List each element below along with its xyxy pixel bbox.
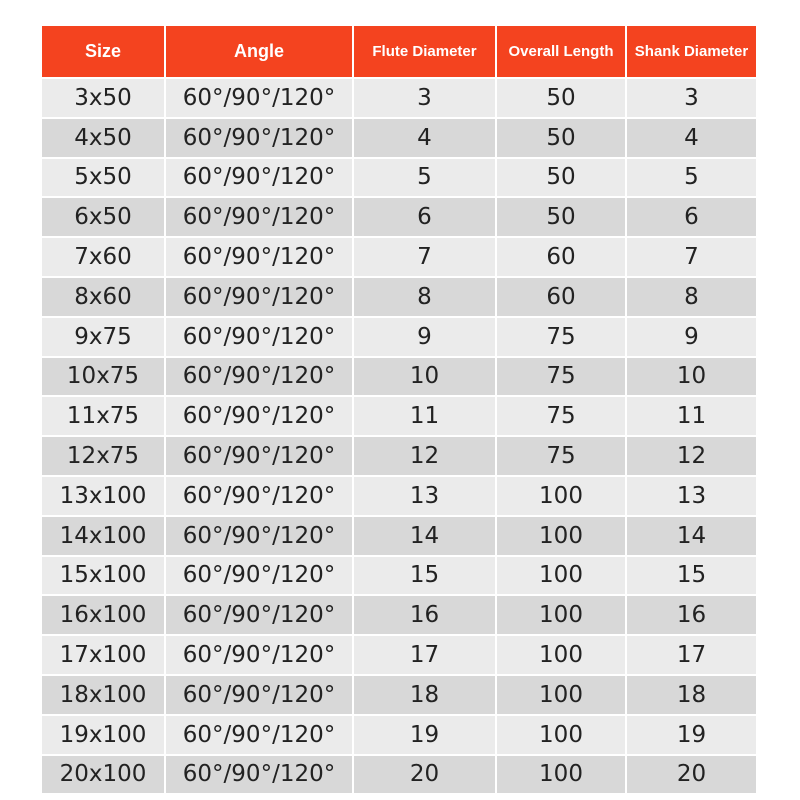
cell-angle: 60°/90°/120°: [165, 277, 353, 317]
cell-overall-length: 100: [496, 476, 626, 516]
table-row: [42, 635, 756, 675]
table-row: [42, 158, 756, 198]
cell-size: 9x75: [42, 317, 165, 357]
cell-flute-diameter: 12: [353, 436, 496, 476]
cell-overall-length: 60: [496, 277, 626, 317]
cell-flute-diameter: 9: [353, 317, 496, 357]
cell-shank-diameter: 4: [626, 118, 756, 158]
cell-overall-length: 100: [496, 595, 626, 635]
cell-angle: 60°/90°/120°: [165, 755, 353, 794]
cell-overall-length: 75: [496, 357, 626, 397]
cell-angle: 60°/90°/120°: [165, 476, 353, 516]
cell-flute-diameter: 18: [353, 675, 496, 715]
cell-flute-diameter: 14: [353, 516, 496, 556]
table-row: [42, 357, 756, 397]
cell-size: 19x100: [42, 715, 165, 755]
cell-angle: 60°/90°/120°: [165, 237, 353, 277]
cell-flute-diameter: 11: [353, 396, 496, 436]
cell-flute-diameter: 15: [353, 556, 496, 596]
cell-flute-diameter: 8: [353, 277, 496, 317]
header-angle: Angle: [165, 26, 353, 78]
table-row: [42, 277, 756, 317]
cell-angle: 60°/90°/120°: [165, 118, 353, 158]
cell-angle: 60°/90°/120°: [165, 197, 353, 237]
cell-shank-diameter: 11: [626, 396, 756, 436]
cell-flute-diameter: 13: [353, 476, 496, 516]
cell-overall-length: 100: [496, 715, 626, 755]
cell-shank-diameter: 16: [626, 595, 756, 635]
cell-flute-diameter: 16: [353, 595, 496, 635]
cell-flute-diameter: 17: [353, 635, 496, 675]
cell-overall-length: 60: [496, 237, 626, 277]
cell-size: 17x100: [42, 635, 165, 675]
cell-flute-diameter: 3: [353, 78, 496, 118]
cell-overall-length: 100: [496, 675, 626, 715]
cell-shank-diameter: 12: [626, 436, 756, 476]
cell-shank-diameter: 19: [626, 715, 756, 755]
table-row: [42, 715, 756, 755]
cell-shank-diameter: 20: [626, 755, 756, 794]
header-flute-diameter: Flute Diameter: [353, 26, 496, 78]
cell-angle: 60°/90°/120°: [165, 516, 353, 556]
table-row: [42, 556, 756, 596]
table-row: [42, 237, 756, 277]
cell-shank-diameter: 17: [626, 635, 756, 675]
cell-overall-length: 75: [496, 396, 626, 436]
table-header: [42, 26, 756, 78]
cell-shank-diameter: 18: [626, 675, 756, 715]
cell-overall-length: 100: [496, 755, 626, 794]
cell-size: 3x50: [42, 78, 165, 118]
cell-size: 11x75: [42, 396, 165, 436]
cell-angle: 60°/90°/120°: [165, 396, 353, 436]
header-size: Size: [42, 26, 165, 78]
cell-shank-diameter: 14: [626, 516, 756, 556]
cell-shank-diameter: 7: [626, 237, 756, 277]
cell-shank-diameter: 10: [626, 357, 756, 397]
cell-shank-diameter: 15: [626, 556, 756, 596]
cell-size: 16x100: [42, 595, 165, 635]
cell-size: 6x50: [42, 197, 165, 237]
cell-size: 12x75: [42, 436, 165, 476]
cell-size: 8x60: [42, 277, 165, 317]
table-row: [42, 78, 756, 118]
cell-flute-diameter: 5: [353, 158, 496, 198]
cell-size: 7x60: [42, 237, 165, 277]
header-overall-length: Overall Length: [496, 26, 626, 78]
cell-angle: 60°/90°/120°: [165, 436, 353, 476]
cell-size: 18x100: [42, 675, 165, 715]
table-row: [42, 595, 756, 635]
cell-shank-diameter: 9: [626, 317, 756, 357]
cell-angle: 60°/90°/120°: [165, 595, 353, 635]
cell-flute-diameter: 7: [353, 237, 496, 277]
cell-angle: 60°/90°/120°: [165, 317, 353, 357]
table-body: [42, 78, 756, 793]
table-row: [42, 317, 756, 357]
cell-overall-length: 100: [496, 556, 626, 596]
cell-angle: 60°/90°/120°: [165, 357, 353, 397]
cell-overall-length: 50: [496, 158, 626, 198]
cell-angle: 60°/90°/120°: [165, 635, 353, 675]
header-shank-diameter: Shank Diameter: [626, 26, 756, 78]
cell-angle: 60°/90°/120°: [165, 556, 353, 596]
cell-angle: 60°/90°/120°: [165, 715, 353, 755]
cell-flute-diameter: 20: [353, 755, 496, 794]
spec-table: [42, 26, 756, 793]
cell-shank-diameter: 5: [626, 158, 756, 198]
table-row: [42, 675, 756, 715]
cell-size: 13x100: [42, 476, 165, 516]
table-row: [42, 755, 756, 794]
cell-size: 14x100: [42, 516, 165, 556]
cell-shank-diameter: 13: [626, 476, 756, 516]
table-row: [42, 516, 756, 556]
header-row: [42, 26, 756, 78]
cell-flute-diameter: 10: [353, 357, 496, 397]
table-row: [42, 436, 756, 476]
cell-overall-length: 50: [496, 197, 626, 237]
cell-size: 20x100: [42, 755, 165, 794]
cell-flute-diameter: 19: [353, 715, 496, 755]
cell-angle: 60°/90°/120°: [165, 158, 353, 198]
cell-overall-length: 50: [496, 78, 626, 118]
cell-flute-diameter: 6: [353, 197, 496, 237]
table-row: [42, 476, 756, 516]
cell-overall-length: 50: [496, 118, 626, 158]
cell-overall-length: 100: [496, 635, 626, 675]
cell-shank-diameter: 8: [626, 277, 756, 317]
table-row: [42, 396, 756, 436]
cell-shank-diameter: 6: [626, 197, 756, 237]
cell-angle: 60°/90°/120°: [165, 78, 353, 118]
cell-flute-diameter: 4: [353, 118, 496, 158]
cell-size: 5x50: [42, 158, 165, 198]
cell-angle: 60°/90°/120°: [165, 675, 353, 715]
cell-overall-length: 100: [496, 516, 626, 556]
cell-size: 4x50: [42, 118, 165, 158]
cell-overall-length: 75: [496, 317, 626, 357]
cell-shank-diameter: 3: [626, 78, 756, 118]
cell-size: 10x75: [42, 357, 165, 397]
cell-overall-length: 75: [496, 436, 626, 476]
cell-size: 15x100: [42, 556, 165, 596]
table-row: [42, 118, 756, 158]
table-row: [42, 197, 756, 237]
